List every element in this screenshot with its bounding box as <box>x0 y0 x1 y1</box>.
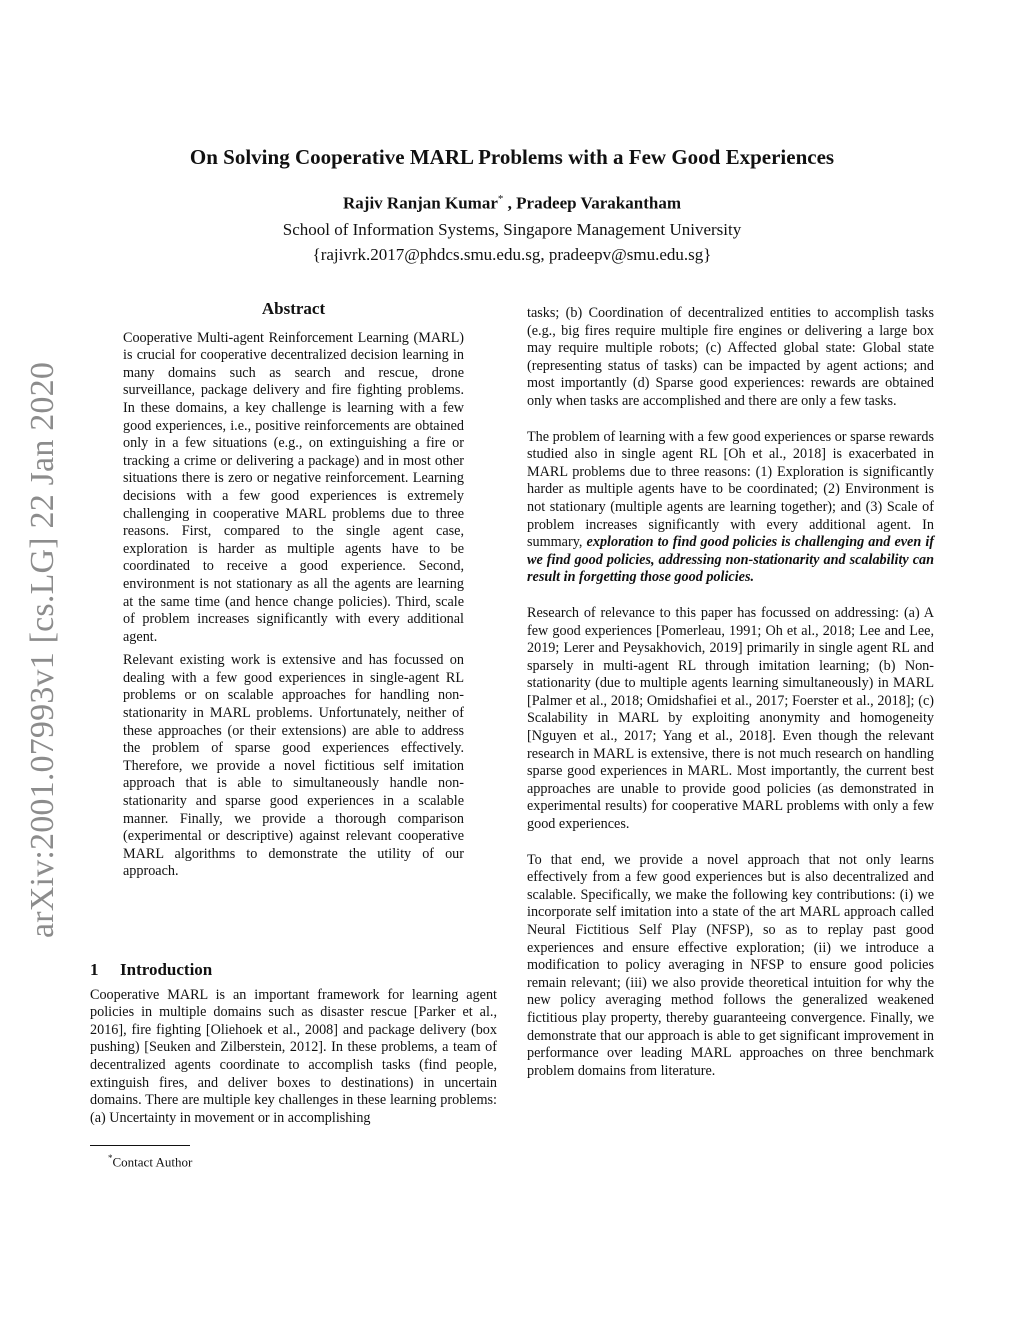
introduction-section <box>90 961 497 1171</box>
arxiv-stamp: arXiv:2001.07993v1 [cs.LG] 22 Jan 2020 <box>24 361 61 939</box>
body-paragraph: Research of relevance to this paper has focussed on addressing: (a) A few good experiences [Pomerleau, 1991; Oh et al., 2018; Lee and Lee, 2019; Lerer and Peysakhovich, 2019] primarily in single agent RL and sparsely in multi-agent RL through imitation learning; (b) Non-stationarity (due to multiple agents learning simultaneously) in MARL [Palmer et al., 2018; Omidshafiei et al., 2017; Foerster et al., 2018]; (c) Scalability in MARL by exploiting anonymity and homogeneity [Nguyen et al., 2017; Yang et al., 2018]. Even though the relevant research in MARL is extensive, there is not much research on handling sparse good experiences in MARL. Most importantly, the current best approaches are unable to provide good policies (as demonstrated in experimental results) for cooperative MARL problems with only a few good experiences. <box>527 604 934 833</box>
abstract-paragraph: Relevant existing work is extensive and has focussed on dealing with a few good experiences in single-agent RL problems or on scalable approaches for handling non-stationarity in MARL problems. Unfortunately, neither of these approaches (or their extensions) are able to address the problem of sparse good experiences effectively. Therefore, we provide a novel fictitious self imitation approach that is able to simultaneously handle non-stationarity and sparse good experiences in a scalable manner. Finally, we provide a thorough comparison (experimental or descriptive) against relevant cooperative MARL algorithms to demonstrate the utility of our approach. <box>123 652 464 880</box>
affiliation: School of Information Systems, Singapore Management University <box>282 220 742 239</box>
author-emails: {rajivrk.2017@phdcs.smu.edu.sg, pradeepv@smu.edu.sg} <box>312 245 712 264</box>
paragraph-text: The problem of learning with a few good experiences or sparse rewards studied also in single agent RL [Oh et al., 2018] is exacerbated in MARL problems due to three reasons: (1) Exploration is significantly harder as multiple agents have to be coordinated; (2) Environment is not stationary (multiple agents are learning together); and (3) Scale of problem increases significantly with every additional agent. In summary, <box>527 428 934 551</box>
section-number: 1 <box>90 960 99 979</box>
body-paragraph: tasks; (b) Coordination of decentralized entities to accomplish tasks (e.g., big fires require multiple fire engines or delivering a large box may require multiple robots; (c) Affected global state: Global state (representing status of tasks) can be impacted by agent actions; and most importantly (d) Sparse good experiences: rewards are obtained only when tasks are accomplished and there are only a few tasks. <box>527 305 934 409</box>
paper-title: On Solving Cooperative MARL Problems with a Few Good Experiences <box>189 145 835 169</box>
footnote-mark: * <box>108 1153 113 1164</box>
emphasized-text: exploration to find good policies is challenging and even if we find good policies, addressing non-stationarity and scalability can result in forgetting those good policies. <box>527 534 934 586</box>
body-paragraph <box>527 429 934 587</box>
abstract-section <box>123 300 464 887</box>
abstract-paragraph: Cooperative Multi-agent Reinforcement Learning (MARL) is crucial for cooperative decentralized decision learning in many domains such as search and rescue, drone surveillance, package delivery and fire fighting problems. In these domains, a key challenge is learning with a few good experiences, i.e., positive reinforcements are obtained only in a few situations (e.g., on extinguishing a fire or tracking a crime or delivering a package) and in most other situations there is zero or negative reinforcement. Learning decisions with a few good experiences is extremely challenging in cooperative MARL problems due to three reasons. First, compared to the single agent case, exploration is harder as multiple agents have to be coordinated to receive a good experience. Second, environment is not stationary as all the agents are learning at the same time (and hence change policies). Third, scale of problem increases significantly with every additional agent. <box>123 329 464 645</box>
author-line <box>0 193 1024 214</box>
author-footnote-mark: * <box>497 193 504 205</box>
section-heading <box>90 961 497 979</box>
author-separator: , <box>503 193 517 213</box>
author-name: Pradeep Varakantham <box>516 193 681 213</box>
section-title: Introduction <box>120 960 213 979</box>
footnote <box>90 1150 497 1170</box>
footnote-divider <box>90 1145 190 1146</box>
footnote-text: Contact Author <box>112 1154 193 1170</box>
body-paragraph: Cooperative MARL is an important framework for learning agent policies in multiple domains such as disaster rescue [Parker et al., 2016], fire fighting [Oliehoek et al., 2008] and package delivery (box pushing) [Seuken and Zilberstein, 2012]. In these problems, a team of decentralized agents coordinate to accomplish tasks (find people, extinguish fires, and deliver boxes to destinations) in uncertain domains. There are multiple key challenges in these learning problems: (a) Uncertainty in movement or in accomplishing <box>90 986 497 1126</box>
right-column <box>527 305 934 1098</box>
body-paragraph: To that end, we provide a novel approach that not only learns effectively from a few good experiences but is also decentralized and scalable. Specifically, we make the following key contributions: (i) we incorporate self imitation into a state of the art MARL approach called Neural Fictitious Self Play (NFSP), so as to replay past good experiences and ensure effective exploration; (ii) we introduce a modification to policy averaging in NFSP to ensure good policies remain relevant; (iii) we also provide theoretical intuition for why the new policy averaging method follows the generalized weakened fictitious play property, thereby guaranteeing convergence. Finally, we demonstrate that our approach is able to get significant improvement in performance over leading MARL approaches on three benchmark problem domains from literature. <box>527 851 934 1079</box>
author-name: Rajiv Ranjan Kumar <box>343 193 498 213</box>
abstract-heading: Abstract <box>261 299 326 318</box>
